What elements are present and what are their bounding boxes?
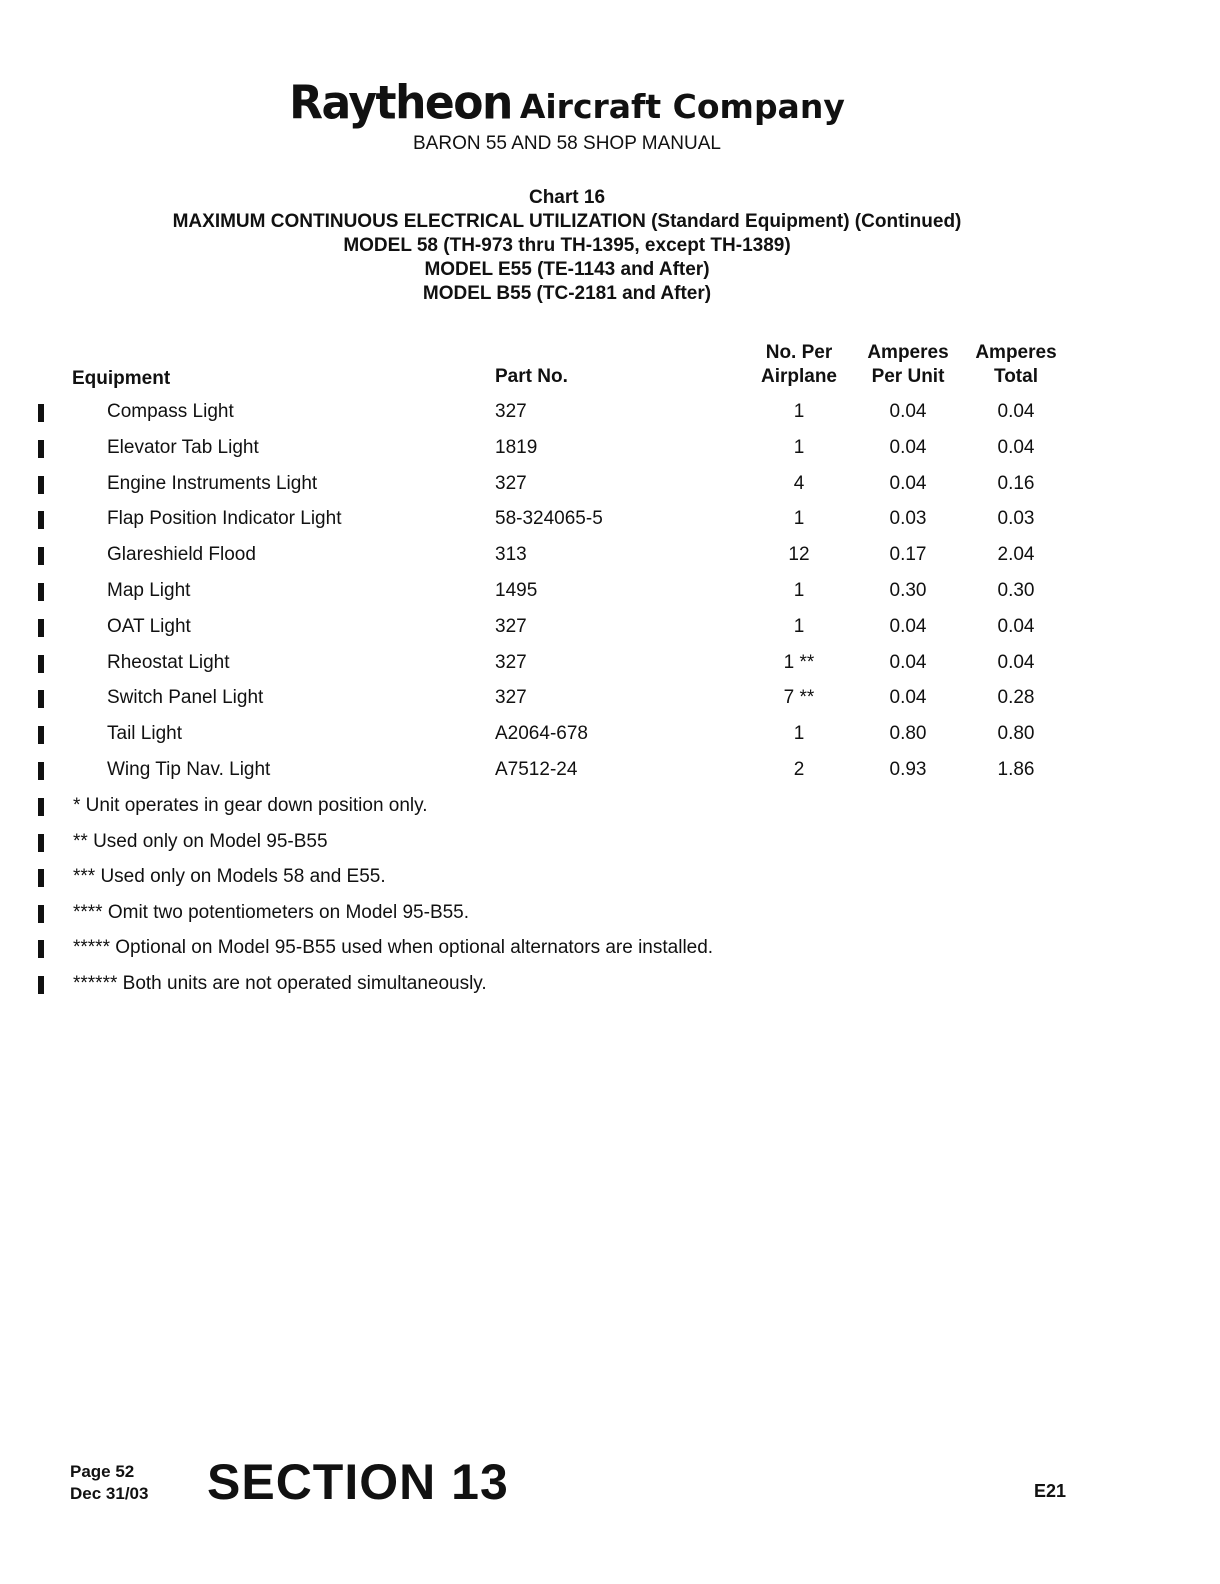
quantity-cell: 12 (788, 544, 810, 566)
brand-name-rest: Aircraft Company (519, 87, 845, 126)
equipment-cell: Glareshield Flood (107, 544, 256, 566)
amperes-per-unit-cell: 0.93 (889, 759, 927, 780)
amperes-total-cell: 0.30 (997, 580, 1035, 601)
revision-bar (38, 940, 44, 958)
quantity-cell: 1 (793, 508, 805, 530)
amperes-per-unit-cell: 0.04 (889, 472, 927, 494)
footnote: **** Omit two potentiometers on Model 95-B55. (73, 901, 470, 923)
amperes-per-unit-cell: 0.04 (889, 615, 927, 637)
revision-bar (38, 905, 44, 923)
header-no-per-airplane: No. Per Airplane (760, 342, 838, 387)
chart-title: MAXIMUM CONTINUOUS ELECTRICAL UTILIZATION (Standard Equipment) (Continued) (172, 211, 962, 232)
header-amperes-per-unit: Amperes Per Unit (867, 342, 949, 387)
page-date: Dec 31/03 (70, 1484, 149, 1503)
revision-bar (38, 547, 44, 565)
part-number-cell: 58-324065-5 (495, 508, 603, 530)
amperes-total-cell: 0.04 (997, 401, 1035, 422)
revision-bar (38, 869, 44, 887)
part-number-cell: 313 (495, 544, 527, 566)
header-amperes-total: Amperes Total (975, 342, 1057, 387)
revision-bar (38, 690, 44, 708)
raytheon-logo: Raytheon (289, 76, 512, 131)
revision-bar (38, 583, 44, 601)
amperes-per-unit-cell: 0.04 (889, 687, 927, 709)
amperes-per-unit-cell: 0.04 (889, 651, 927, 673)
quantity-cell: 1 (793, 615, 805, 637)
chart-model-line: MODEL E55 (TE-1143 and After) (424, 259, 710, 280)
amperes-total-cell: 0.04 (997, 615, 1035, 637)
part-number-cell: 327 (495, 615, 527, 637)
header-equipment: Equipment (72, 368, 171, 389)
revision-bar (38, 726, 44, 744)
revision-bar (38, 440, 44, 458)
equipment-cell: OAT Light (107, 615, 191, 637)
revision-bar (38, 619, 44, 637)
equipment-cell: Rheostat Light (107, 651, 230, 673)
equipment-cell: Elevator Tab Light (107, 436, 259, 458)
equipment-cell: Compass Light (107, 401, 234, 422)
revision-bar (38, 976, 44, 994)
equipment-cell: Map Light (107, 580, 191, 601)
part-number-cell: 327 (495, 401, 527, 422)
revision-bar (38, 511, 44, 529)
quantity-cell: 7 ** (783, 687, 815, 709)
amperes-per-unit-cell: 0.17 (889, 544, 927, 566)
amperes-total-cell: 0.28 (997, 687, 1035, 709)
part-number-cell: 327 (495, 651, 527, 673)
amperes-total-cell: 0.16 (997, 472, 1035, 494)
manual-title: BARON 55 AND 58 SHOP MANUAL (413, 133, 721, 154)
part-number-cell: A2064-678 (495, 723, 588, 745)
quantity-cell: 1 ** (783, 651, 815, 673)
footnote: ***** Optional on Model 95-B55 used when optional alternators are installed. (73, 937, 714, 958)
quantity-cell: 1 (793, 436, 805, 458)
amperes-per-unit-cell: 0.04 (889, 401, 927, 422)
equipment-cell: Tail Light (107, 723, 182, 745)
page-info (70, 1461, 148, 1505)
header-part-no: Part No. (495, 366, 568, 387)
company-brand (0, 78, 1134, 129)
amperes-per-unit-cell: 0.30 (889, 580, 927, 601)
footnote: ** Used only on Model 95-B55 (73, 830, 328, 852)
part-number-cell: 1819 (495, 436, 538, 458)
part-number-cell: 327 (495, 687, 527, 709)
amperes-total-cell: 0.80 (997, 723, 1035, 745)
equipment-cell: Flap Position Indicator Light (107, 508, 342, 530)
page-code: E21 (1034, 1481, 1067, 1501)
page-number: Page 52 (70, 1462, 135, 1481)
amperes-per-unit-cell: 0.04 (889, 436, 927, 458)
footnote: *** Used only on Models 58 and E55. (73, 866, 386, 887)
section-label: SECTION 13 (207, 1454, 509, 1510)
revision-bar (38, 404, 44, 422)
revision-bar (38, 476, 44, 494)
quantity-cell: 1 (793, 401, 805, 422)
quantity-cell: 1 (793, 723, 805, 745)
revision-bar (38, 834, 44, 852)
amperes-total-cell: 2.04 (997, 544, 1035, 566)
chart-number: Chart 16 (528, 187, 606, 208)
amperes-total-cell: 0.04 (997, 436, 1035, 458)
quantity-cell: 4 (793, 472, 805, 494)
amperes-total-cell: 0.03 (997, 508, 1035, 530)
chart-heading (0, 186, 1134, 306)
part-number-cell: 1495 (495, 580, 538, 601)
equipment-cell: Engine Instruments Light (107, 472, 318, 494)
part-number-cell: 327 (495, 472, 527, 494)
footnote: ****** Both units are not operated simultaneously. (73, 972, 487, 994)
amperes-per-unit-cell: 0.80 (889, 723, 927, 745)
chart-model-line: MODEL 58 (TH-973 thru TH-1395, except TH-1389) (343, 235, 791, 256)
quantity-cell: 2 (793, 759, 805, 780)
revision-bar (38, 798, 44, 816)
amperes-total-cell: 0.04 (997, 651, 1035, 673)
amperes-per-unit-cell: 0.03 (889, 508, 927, 530)
revision-bar (38, 655, 44, 673)
equipment-cell: Wing Tip Nav. Light (107, 759, 271, 780)
quantity-cell: 1 (793, 580, 805, 601)
revision-bar (38, 762, 44, 780)
chart-model-line: MODEL B55 (TC-2181 and After) (422, 283, 712, 304)
part-number-cell: A7512-24 (495, 759, 578, 780)
equipment-cell: Switch Panel Light (107, 687, 264, 709)
footnote: * Unit operates in gear down position only. (73, 795, 428, 816)
amperes-total-cell: 1.86 (997, 759, 1035, 780)
